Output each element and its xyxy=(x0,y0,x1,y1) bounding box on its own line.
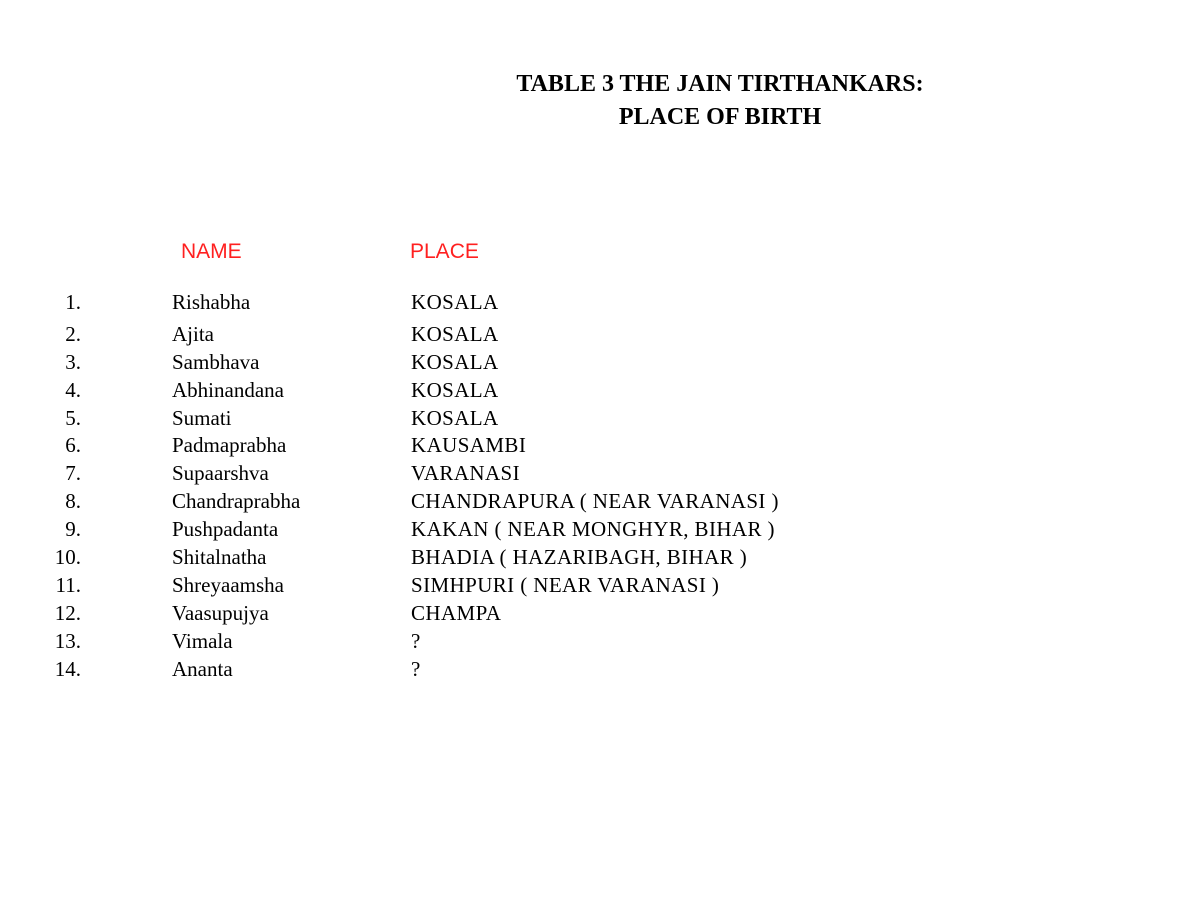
table-row xyxy=(0,515,1198,543)
row-number: 14. xyxy=(54,657,81,681)
row-name: Pushpadanta xyxy=(172,517,279,541)
row-name: Supaarshva xyxy=(172,461,269,485)
row-name: Rishabha xyxy=(172,290,251,314)
row-name: Shreyaamsha xyxy=(172,573,284,597)
row-number: 4. xyxy=(65,378,81,402)
row-number: 2. xyxy=(65,322,81,346)
row-place: CHANDRAPURA ( NEAR VARANASI ) xyxy=(411,489,779,513)
row-place: VARANASI xyxy=(411,461,520,485)
row-name: Abhinandana xyxy=(172,378,284,402)
table-row xyxy=(0,627,1198,655)
row-number: 6. xyxy=(65,433,81,457)
column-header-place: PLACE xyxy=(410,240,479,263)
table-row xyxy=(0,655,1198,683)
table-row xyxy=(0,404,1198,432)
row-place: KAUSAMBI xyxy=(411,433,527,457)
row-name: Vaasupujya xyxy=(172,601,269,625)
row-place: ? xyxy=(411,629,421,653)
row-place: KOSALA xyxy=(411,378,499,402)
table-row xyxy=(0,571,1198,599)
row-place: SIMHPURI ( NEAR VARANASI ) xyxy=(411,573,720,597)
row-name: Shitalnatha xyxy=(172,545,267,569)
title-line-1: TABLE 3 THE JAIN TIRTHANKARS: xyxy=(516,71,924,97)
row-number: 11. xyxy=(55,573,81,597)
table-row xyxy=(0,599,1198,627)
row-name: Chandraprabha xyxy=(172,489,301,513)
row-number: 7. xyxy=(65,461,81,485)
row-place: CHAMPA xyxy=(411,601,502,625)
row-place: KAKAN ( NEAR MONGHYR, BIHAR ) xyxy=(411,517,775,541)
row-number: 1. xyxy=(65,290,81,314)
document-title xyxy=(470,68,970,134)
row-name: Sambhava xyxy=(172,350,260,374)
table-row xyxy=(0,288,1198,316)
table-row xyxy=(0,543,1198,571)
row-number: 9. xyxy=(65,517,81,541)
row-place: KOSALA xyxy=(411,350,499,374)
row-number: 8. xyxy=(65,489,81,513)
table-row xyxy=(0,487,1198,515)
table-row xyxy=(0,320,1198,348)
row-name: Ajita xyxy=(172,322,214,346)
row-name: Sumati xyxy=(172,406,232,430)
row-place: ? xyxy=(411,657,421,681)
table-row xyxy=(0,376,1198,404)
row-number: 3. xyxy=(65,350,81,374)
table-row xyxy=(0,431,1198,459)
table-row xyxy=(0,348,1198,376)
row-number: 12. xyxy=(54,601,81,625)
row-place: KOSALA xyxy=(411,406,499,430)
row-name: Ananta xyxy=(172,657,233,681)
table-row xyxy=(0,459,1198,487)
column-header-name: NAME xyxy=(181,240,242,263)
row-name: Padmaprabha xyxy=(172,433,287,457)
row-place: KOSALA xyxy=(411,322,499,346)
row-number: 13. xyxy=(54,629,81,653)
row-place: BHADIA ( HAZARIBAGH, BIHAR ) xyxy=(411,545,748,569)
row-number: 10. xyxy=(54,545,81,569)
row-number: 5. xyxy=(65,406,81,430)
row-place: KOSALA xyxy=(411,290,499,314)
row-name: Vimala xyxy=(172,629,233,653)
title-line-2: PLACE OF BIRTH xyxy=(618,104,822,130)
